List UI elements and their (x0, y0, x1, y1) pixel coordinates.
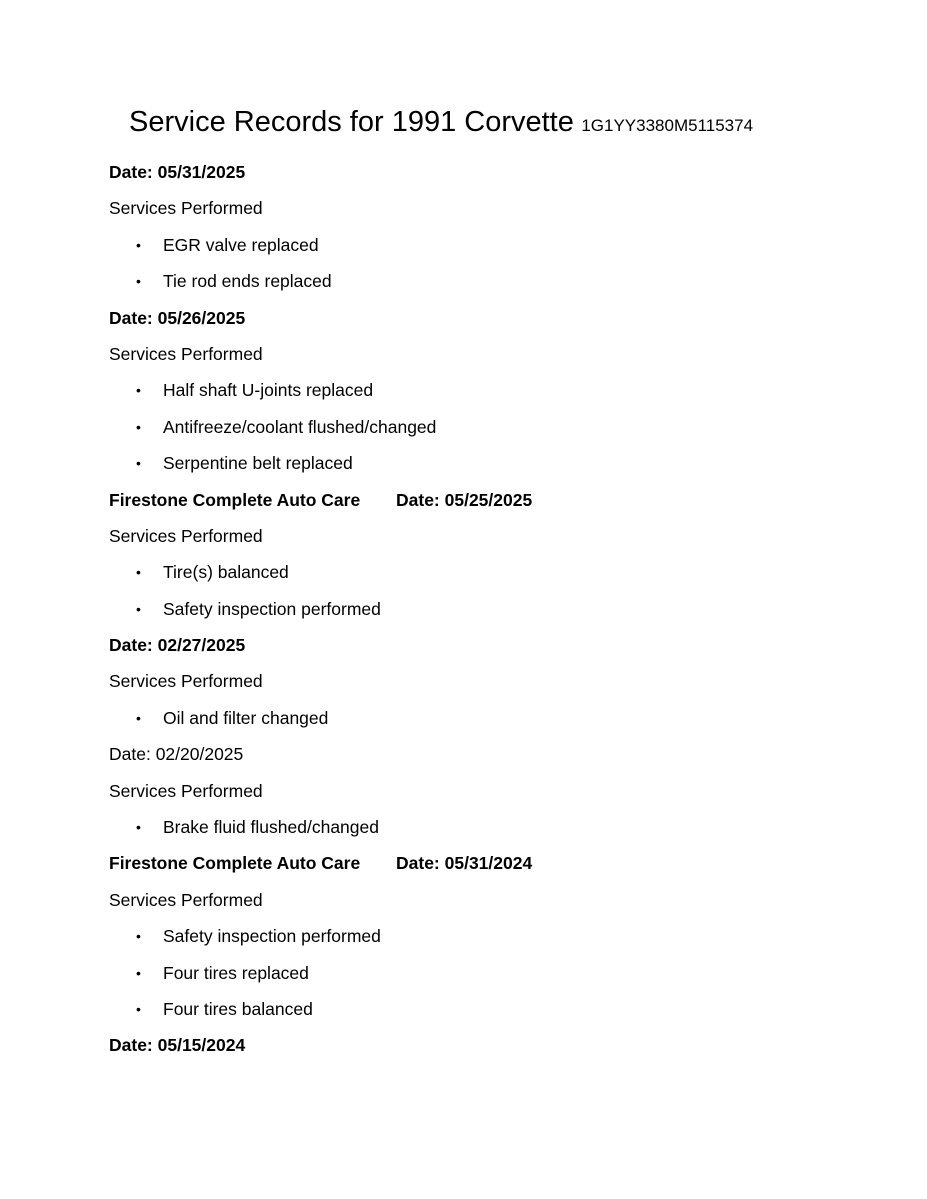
bullet-icon: • (136, 273, 141, 290)
bullet-icon: • (136, 564, 141, 581)
bullet-icon: • (136, 382, 141, 399)
service-text: Tie rod ends replaced (163, 271, 332, 292)
page-title (129, 106, 753, 139)
service-list-item (109, 227, 869, 263)
service-list-item (109, 918, 869, 954)
service-list-item (109, 591, 869, 627)
service-date: Date: 02/27/2025 (109, 635, 246, 656)
service-text: Four tires replaced (163, 962, 309, 983)
service-text: Safety inspection performed (163, 598, 381, 619)
record-header (109, 845, 869, 881)
service-list-item (109, 263, 869, 299)
shop-name: Firestone Complete Auto Care (109, 489, 361, 510)
service-list-item (109, 445, 869, 481)
vin-number: 1G1YY3380M5115374 (581, 116, 754, 135)
title-text: Service Records for 1991 Corvette (129, 106, 574, 138)
bullet-icon: • (136, 1000, 141, 1017)
service-date: Date: 05/25/2025 (396, 489, 533, 510)
services-performed-label: Services Performed (109, 780, 263, 801)
service-text: Serpentine belt replaced (163, 453, 353, 474)
record-header (109, 482, 869, 518)
record-header (109, 627, 869, 663)
service-text: Half shaft U-joints replaced (163, 380, 374, 401)
service-list-item (109, 955, 869, 991)
bullet-icon: • (136, 455, 141, 472)
service-date: Date: 05/31/2024 (396, 853, 533, 874)
service-text: Antifreeze/coolant flushed/changed (163, 416, 437, 437)
record-header (109, 300, 869, 336)
services-performed-label: Services Performed (109, 525, 263, 546)
service-list-item (109, 809, 869, 845)
service-list-item (109, 372, 869, 408)
service-date: Date: 05/31/2025 (109, 162, 246, 182)
bullet-icon: • (136, 819, 141, 836)
services-performed-label: Services Performed (109, 889, 263, 910)
service-list-item (109, 554, 869, 590)
bullet-icon: • (136, 928, 141, 945)
bullet-icon: • (136, 709, 141, 726)
service-text: Oil and filter changed (163, 707, 329, 728)
service-list-item (109, 409, 869, 445)
shop-name: Firestone Complete Auto Care (109, 853, 361, 874)
record-header (109, 154, 869, 190)
bullet-icon: • (136, 418, 141, 435)
service-list-item (109, 991, 869, 1027)
service-date: Date: 05/15/2024 (109, 1035, 246, 1056)
service-text: Tire(s) balanced (163, 562, 289, 583)
service-date: Date: 05/26/2025 (109, 307, 246, 328)
service-text: Safety inspection performed (163, 926, 381, 947)
service-records-list (109, 154, 869, 1064)
record-header (109, 736, 869, 772)
record-header (109, 1027, 869, 1063)
services-performed-label: Services Performed (109, 343, 263, 364)
service-text: EGR valve replaced (163, 234, 319, 255)
service-list-item (109, 700, 869, 736)
bullet-icon: • (136, 600, 141, 617)
service-text: Brake fluid flushed/changed (163, 817, 379, 838)
services-performed-label: Services Performed (109, 198, 263, 219)
bullet-icon: • (136, 236, 141, 253)
services-performed-label: Services Performed (109, 671, 263, 692)
bullet-icon: • (136, 964, 141, 981)
service-date: Date: 02/20/2025 (109, 744, 244, 765)
service-text: Four tires balanced (163, 998, 313, 1019)
